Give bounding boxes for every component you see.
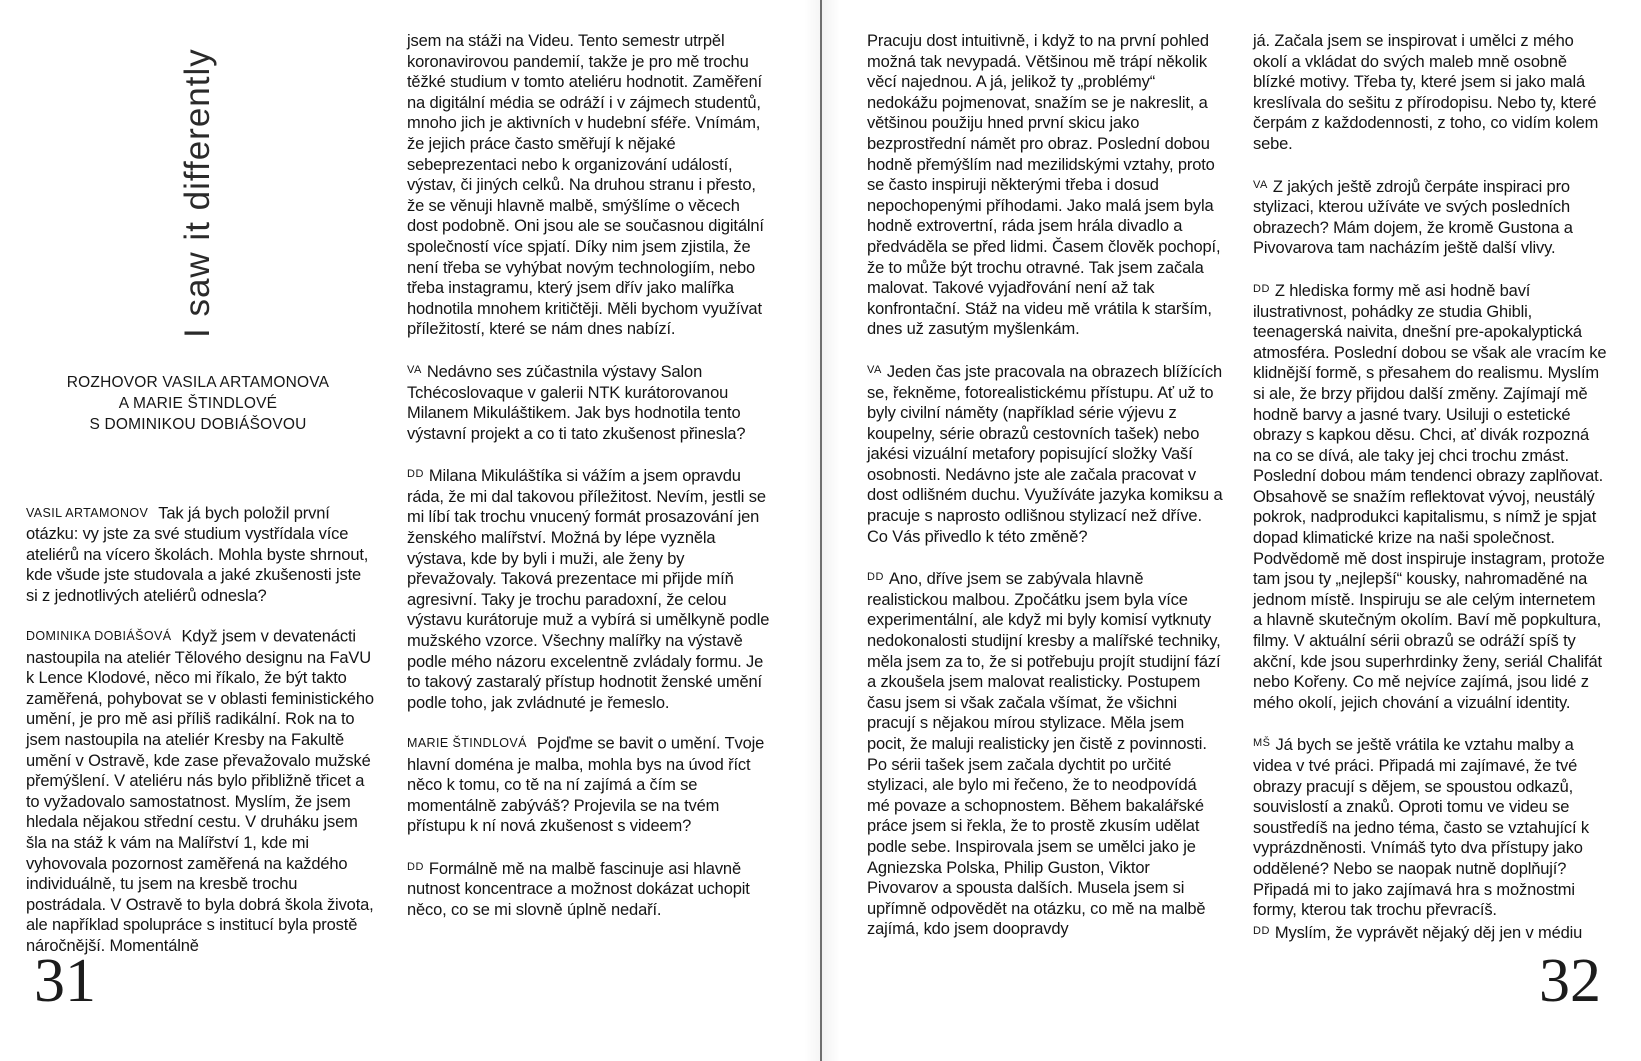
page-number-31: 31	[34, 947, 96, 1015]
paragraph	[407, 31, 773, 340]
paragraph	[867, 360, 1223, 547]
paragraph	[867, 31, 1223, 340]
paragraph	[1253, 921, 1607, 944]
paragraph	[407, 360, 773, 444]
speaker-label: VA	[1253, 178, 1268, 191]
speaker-label: DD	[1253, 924, 1270, 937]
speaker-label: DD	[867, 571, 884, 584]
paragraph-text: Nedávno ses zúčastnila výstavy Salon Tchécoslovaque v galerii NTK kurátorovanou Milanem Mikuláštikem. Jak bys hodnotila tento výstavní projekt a co ti tato zkušenost přinesla?	[407, 362, 746, 443]
speaker-label: DD	[407, 860, 424, 873]
paragraph	[407, 464, 773, 713]
paragraph-text: Pracuju dost intuitivně, i když to na první pohled možná tak nevypadá. Většinou mě trápí několik věcí najednou. A já, jelikož ty „problémy“ nedokážu pojmenovat, snažím se je nakreslit, a většinou použiju hned první skicu jako bezprostřední námět pro obraz. Poslední dobou hodně přemýšlím nad mezilidskými vztahy, proto se často inspiruji některými třeba i dosud nepochopenými příhodami. Jako malá jsem byla hodně extrovertní, ráda jsem hrála divadlo a předváděla se před lidmi. Časem člověk pochopí, že to může být trochu otravné. Tak jsem začala malovat. Takové vyjadřování není až tak konfrontační. Stáž na videu mě vrátila k starším, dnes už zasutým myšlenkám.	[867, 32, 1221, 339]
text-column-3	[867, 31, 1223, 940]
paragraph	[407, 733, 773, 836]
paragraph	[26, 626, 374, 956]
paragraph	[1253, 31, 1607, 155]
heading-line-2: A MARIE ŠTINDLOVÉ	[118, 395, 278, 412]
paragraph	[1253, 733, 1607, 920]
paragraph-text: Pojďme se bavit o umění. Tvoje hlavní doména je malba, mohla bys na úvod říct něco k tomu, co tě na ní zajímá a čím se momentálně zabýváš? Projevila se na tvém přístupu k ní nová zkušenost s videem?	[407, 734, 765, 836]
paragraph-text: Jeden čas jste pracovala na obrazech blížících se, řekněme, fotorealistickému přístupu. Ať už to byly civilní náměty (například série výjevu z koupelny, série obrazů cestovních tašek) nebo jakési vizuální metafory popisující složky Vaší osobnosti. Nedávno jste ale začala pracovat v dost odlišném duchu. Využíváte jazyka komiksu a pracuje s naprosto odlišnou stylizací než dříve. Co Vás přivedlo k této změně?	[867, 362, 1223, 546]
fold-shadow-left	[804, 0, 820, 1061]
paragraph-text: jsem na stáži na Videu. Tento semestr utrpěl koronavirovou pandemií, takže je pro mě trochu těžké studium v tomto ateliéru hodnotit. Zaměření na digitální média se odráží i v zájmech studentů, mnoho jich je aktivních v hudební sféře. Vnímám, že jejich práce často směřují k nějaké sebeprezentaci nebo k organizování událostí, výstav, či jiných celků. Na druhou stranu i přesto, že se věnuji hlavně malbě, smýšlíme o věcech dost podobně. Oni jsou ale se současnou digitální společností více spjatí. Díky nim jsem zjistila, že není třeba se vyhýbat novým technologiím, nebo třeba instagramu, který jsem dřív jako malířka hodnotila mnohem kritičtěji. Měli bychom využívat příležitostí, které se nám dnes nabízí.	[407, 32, 764, 339]
fold-shadow-right	[822, 0, 840, 1061]
paragraph-text: Já bych se ještě vrátila ke vztahu malby a videa v tvé práci. Připadá mi zajímavé, že tvé obrazy pracují s dějem, se spoustou odkazů, souvislostí a znaků. Oproti tomu ve videu se soustředíš na jedno téma, často se vztahující k vyprázdněnosti. Vnímáš tyto dva přístupy jako oddělené? Nebo se naopak nutně doplňují? Připadá mi to jako zajímavá hra s možnostmi formy, kterou tak trochu převracíš.	[1253, 736, 1589, 920]
speaker-label: MŠ	[1253, 737, 1271, 750]
paragraph-text: Formálně mě na malbě fascinuje asi hlavně nutnost koncentrace a možnost dokázat uchopit něco, co se mi slovně úplně nedaří.	[407, 859, 750, 920]
paragraph-text: Z jakých ještě zdrojů čerpáte inspiraci pro stylizaci, kterou užíváte ve svých posledních obrazech? Mám dojem, že kromě Gustona a Pivovarova tam nacházím ještě další vlivy.	[1253, 177, 1573, 258]
paragraph-text: Ano, dříve jsem se zabývala hlavně realistickou malbou. Zpočátku jsem byla více experimentální, ale když mi byly komisí vytknuty nedokonalosti studijní kresby a malířské techniky, měla jsem za to, že si potřebuju projít studijní fází a zkoušela jsem malovat realisticky. Postupem času jsem si však začala všímat, že všichni pracují s nějakou mírou stylizace. Měla jsem pocit, že maluji realisticky jen čistě z povinnosti. Po sérii tašek jsem začala dychtit po určité stylizaci, ale bylo mi řečeno, že to neodpovídá mé povaze a schopnostem. Během bakalářské práce jsem si řekla, že to prostě zkusím udělat podle sebe. Inspirovala jsem se umělci jako je Agniezska Polska, Philip Guston, Viktor Pivovarov a spousta dalších. Musela jsem si upřímně odpovědět na otázku, co mě na malbě zajímá, kdo jsem doopravdy	[867, 570, 1221, 939]
page-fold-divider	[820, 0, 822, 1061]
page-number-32: 32	[1539, 947, 1601, 1015]
paragraph-text: Myslím, že vyprávět nějaký děj jen v médiu	[1274, 923, 1583, 942]
paragraph-text: Milana Mikuláštíka si vážím a jsem opravdu ráda, že mi dal takovou příležitost. Nevím, jestli se mi líbí tak trochu vnucený formát prosazování jen ženského malířství. Možná by lépe vyzněla výstava, kde by byli i muži, ale ženy by převažovaly. Taková prezentace mi přijde míň agresivní. Taky je trochu paradoxní, že celou výstavu kurátoruje muž a vybírá si umělkyně podle mužského vzorce. Všechny malířky na výstavě podle mého názoru excelentně zvládaly formu. Je to takový zastaralý přístup hodnotit ženské umění podle toho, jak zvládnuté je řemeslo.	[407, 467, 770, 712]
paragraph-text: Tak já bych položil první otázku: vy jste za své studium vystřídala více ateliérů na vícero školách. Mohla byste shrnout, kde všude jste studovala a jaké zkušenosti jste si z jednotlivých ateliérů odnesla?	[26, 504, 369, 605]
paragraph-text: Když jsem v devatenácti nastoupila na ateliér Tělového designu na FaVU k Lence Klodové, něco mi říkalo, že být takto zaměřená, pohybovat se v oblasti feministického umění, je pro mě asi příliš radikální. Rok na to jsem nastoupila na ateliér Kresby na Fakultě umění v Ostravě, kde zase převažovalo mužské přemýšlení. V ateliéru nás bylo přibližně třicet a to vyžadovalo samostatnost. Myslím, že jsem hledala nějakou střední cestu. V druháku jsem šla na stáž k vám na Malířství 1, kde mi vyhovovala pozornost zaměřená na každého individuálně, tu jsem na kresbě trochu postrádala. V Ostravě to byla dobrá škola života, ale například spolupráce s institucí byla prostě náročnější. Momentálně	[26, 627, 374, 955]
speaker-label: VA	[867, 363, 882, 376]
speaker-label: DOMINIKA DOBIÁŠOVÁ	[26, 629, 172, 644]
speaker-label: DD	[407, 468, 424, 481]
heading-line-1: ROZHOVOR VASILA ARTAMONOVA	[66, 374, 330, 391]
paragraph-text: Z hlediska formy mě asi hodně baví ilustrativnost, pohádky ze studia Ghibli, teenagerská naivita, dnešní pre-apokalyptická atmosféra. Poslední dobou se však ale vracím ke klidnější formě, s přesahem do realismu. Myslím si ale, že brzy přijdou další změny. Zajímají mě hodně barvy a jasné tvary. Usiluji o estetické obrazy s kapkou děsu. Chci, ať divák rozpozná na co se dívá, ale taky jej chci trochu zmást. Poslední dobou mám tendenci obrazy zaplňovat. Obsahově se snažím reflektovat vývoj, neustálý pokrok, nadprodukci kapitalismu, s nímž je spjat dopad klimatické krize na naši společnost. Podvědomě mě dost inspiruje instagram, protože tam jsou ty „nejlepší“ kousky, nahromaděné na jednom místě. Inspiruju se ale celým internetem a hlavně skutečným okolím. Baví mě popkultura, filmy. V aktuální sérii obrazů se odráží spíš ty akční, kde jsou superhrdinky ženy, seriál Chalifát nebo Kořeny. Co mě nejvíce zajímá, jsou lidé z mého okolí, jejich chování a vizuální identity.	[1253, 281, 1607, 712]
paragraph	[1253, 175, 1607, 259]
speaker-label: VASIL ARTAMONOV	[26, 506, 149, 520]
text-column-1	[26, 503, 374, 956]
paragraph-text: já. Začala jsem se inspirovat i umělci z mého okolí a vkládat do svých maleb mně osobně blízké motivy. Třeba ty, které jsem si jako malá kreslívala do sešitu z přírodopisu. Nebo ty, které čerpám z každodennosti, z toho, co vidím kolem sebe.	[1253, 32, 1599, 153]
interview-heading	[22, 372, 374, 435]
text-column-4	[1253, 31, 1607, 943]
speaker-label: MARIE ŠTINDLOVÁ	[407, 736, 527, 751]
paragraph	[1253, 279, 1607, 713]
speaker-label: VA	[407, 363, 422, 376]
heading-line-3: S DOMINIKOU DOBIÁŠOVOU	[89, 416, 307, 433]
paragraph	[26, 503, 374, 606]
paragraph	[407, 857, 773, 921]
text-column-2	[407, 31, 773, 921]
speaker-label: DD	[1253, 282, 1270, 295]
article-title-vertical: I saw it differently	[178, 48, 217, 338]
paragraph	[867, 567, 1223, 940]
